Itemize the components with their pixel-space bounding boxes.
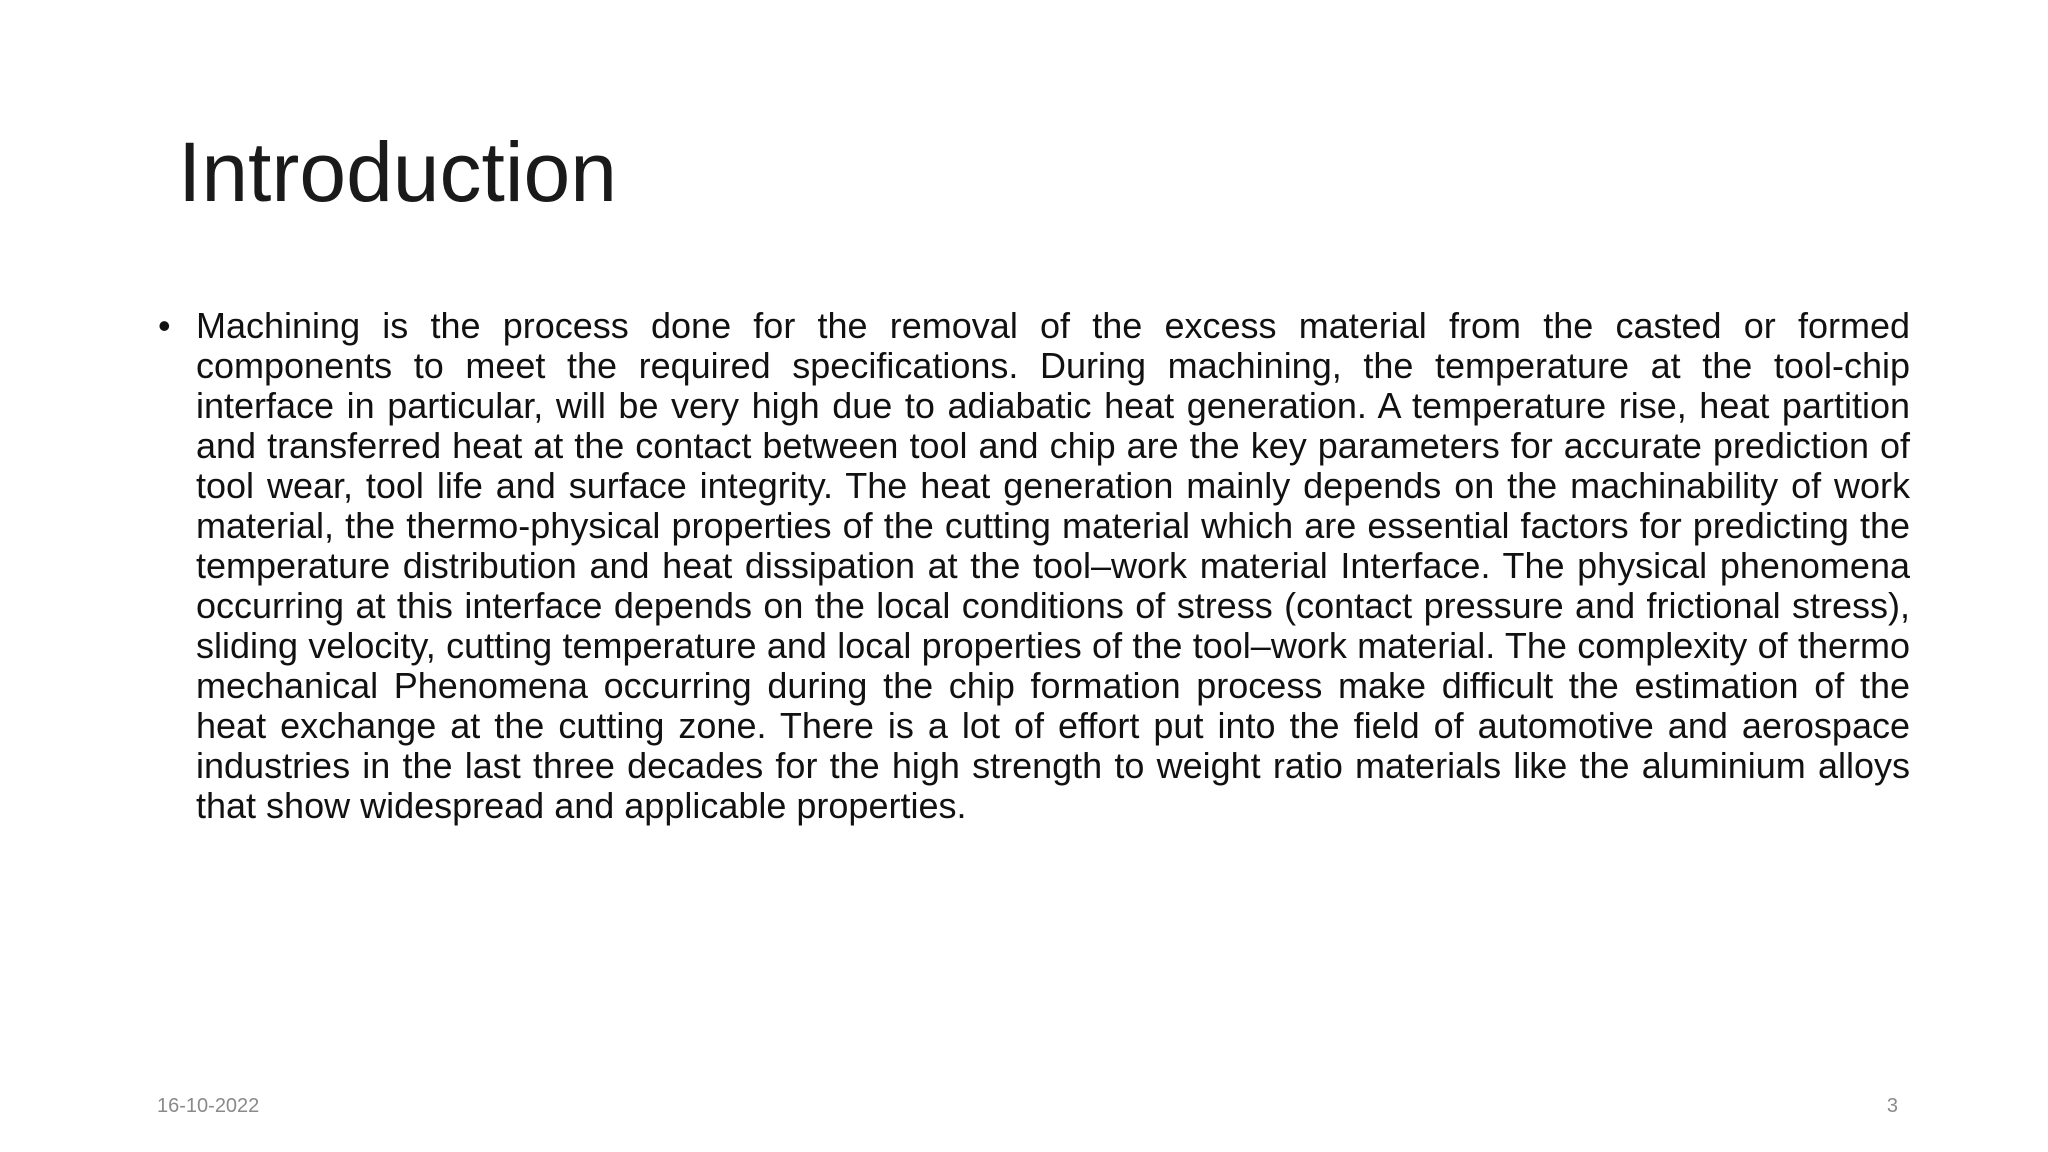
bullet-icon: • xyxy=(158,305,171,346)
page-number: 3 xyxy=(1886,1095,1898,1117)
footer-date: 16-10-2022 xyxy=(157,1095,260,1117)
bullet-text: Machining is the process done for the removal of the excess material from the casted or formed components to meet the required specifications. During machining, the temperature at the tool-chip interface in particular, will be very high due to adiabatic heat generation. A temperature rise, heat partition and transferred heat at the contact between tool and chip are the key parameters for accurate prediction of tool wear, tool life and surface integrity. The heat generation mainly depends on the machinability of work material, the thermo-physical properties of the cutting material which are essential factors for predicting the temperature distribution and heat dissipation at the tool–work material Interface. The physical phenomena occurring at this interface depends on the local conditions of stress (contact pressure and frictional stress), sliding velocity, cutting temperature and local properties of the tool–work material. The complexity of thermo mechanical Phenomena occurring during the chip formation process make difficult the estimation of the heat exchange at the cutting zone. There is a lot of effort put into the field of automotive and aerospace industries in the last three decades for the high strength to weight ratio materials like the aluminium alloys that show widespread and applicable properties. xyxy=(196,305,1910,826)
slide-body xyxy=(150,306,1910,826)
bullet-item xyxy=(150,306,1910,826)
slide-title: Introduction xyxy=(178,125,617,219)
